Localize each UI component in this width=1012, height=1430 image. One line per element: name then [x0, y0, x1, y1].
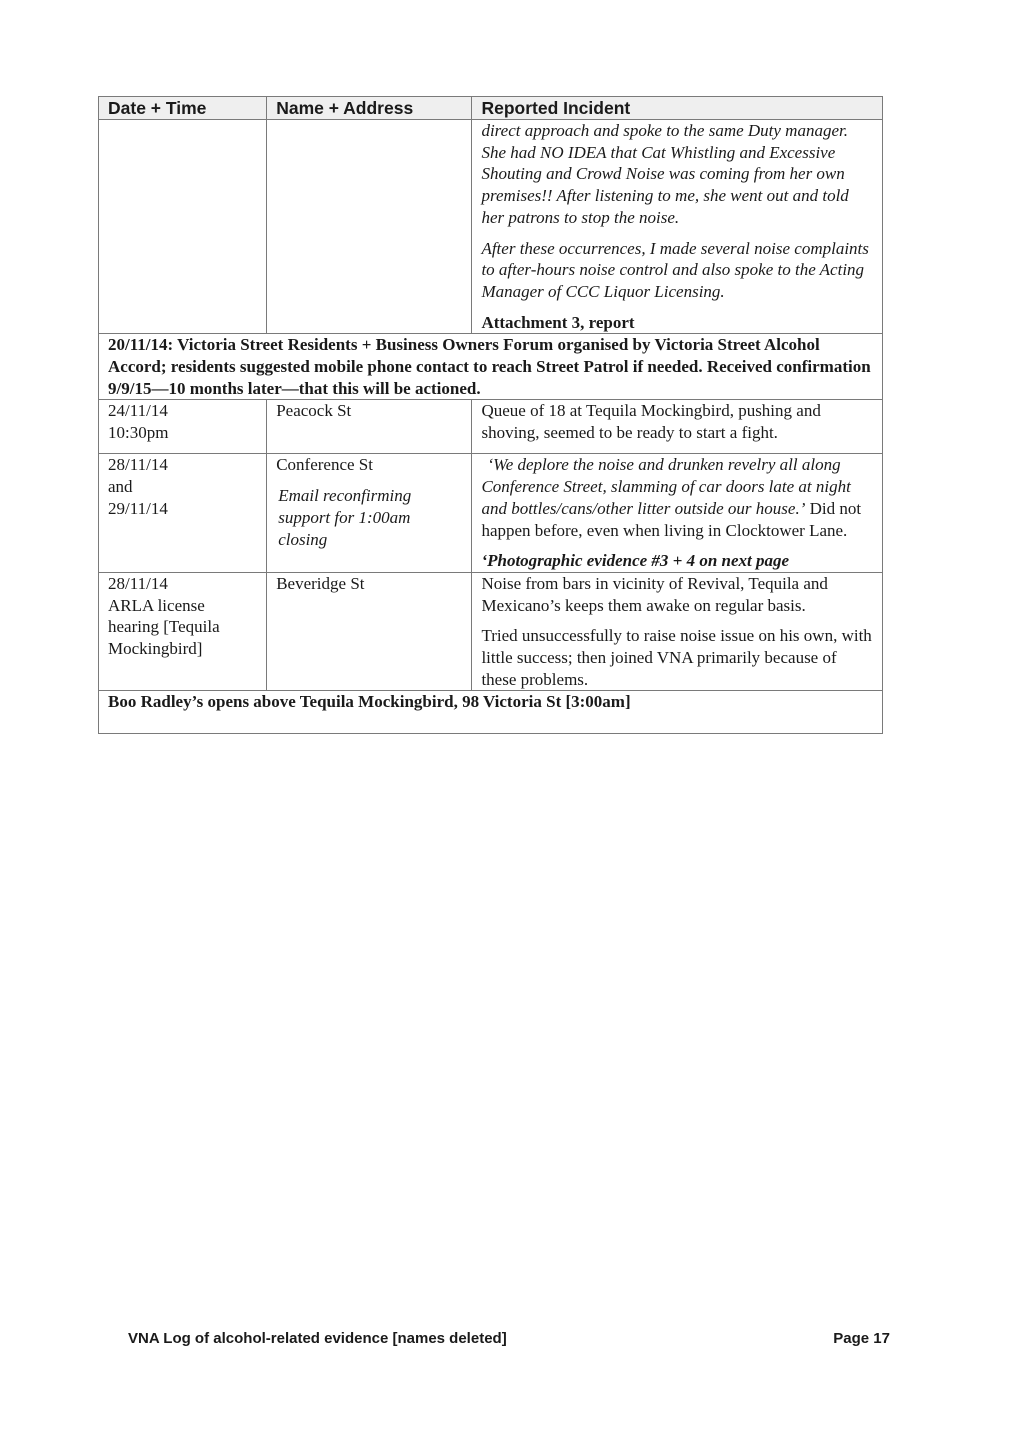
header-name-address: Name + Address [267, 97, 472, 120]
date-line: 28/11/14 [108, 573, 168, 593]
table-row-beveridge [99, 572, 883, 691]
quote-paragraph [481, 454, 874, 541]
table-row-continuation [99, 120, 883, 334]
hearing-note: ARLA license hearing [Tequila Mockingbird] [108, 595, 220, 659]
continuation-paragraph-2: After these occurrences, I made several noise complaints to after-hours noise control and also spoke to the Acting Manager of CCC Liquor Licensing. [481, 238, 869, 301]
incident-paragraph-1: Noise from bars in vicinity of Revival, Tequila and Mexicano’s keeps them awake on regular basis. [481, 573, 828, 615]
date-connector: and [108, 477, 133, 497]
time-line: 10:30pm [108, 423, 169, 443]
email-note: Email reconfirming support for 1:00am closing [278, 486, 412, 549]
table-row-conference [99, 454, 883, 573]
table-header-row [99, 97, 883, 120]
table-row-forum [99, 334, 883, 400]
header-reported-incident: Reported Incident [472, 97, 883, 120]
date-line: 28/11/14 [108, 455, 168, 475]
footer-title: VNA Log of alcohol-related evidence [names deleted] [128, 1330, 507, 1347]
page-number: Page 17 [833, 1330, 890, 1347]
cell-name-empty [267, 120, 472, 334]
continuation-paragraph-1: direct approach and spoke to the same Duty manager. She had NO IDEA that Cat Whistling and Excessive Shouting and Crowd Noise was coming from her own premises!! After listening to me, she went out and told her patrons to stop the noise. [481, 121, 849, 227]
cell-name-address [267, 454, 472, 573]
cell-name-address: Beveridge St [267, 572, 472, 691]
cell-date [99, 572, 267, 691]
cell-date-empty [99, 120, 267, 334]
photographic-evidence-note: ‘Photographic evidence #3 + 4 on next page [481, 551, 790, 571]
cell-name-address: Peacock St [267, 400, 472, 454]
date-line: 29/11/14 [108, 498, 168, 518]
table-row-peacock [99, 400, 883, 454]
header-date-time: Date + Time [99, 97, 267, 120]
cell-date [99, 454, 267, 573]
boo-radleys-note: Boo Radley’s opens above Tequila Mockingbird, 98 Victoria St [3:00am] [99, 691, 883, 734]
cell-incident [472, 572, 883, 691]
cell-incident-continuation [472, 120, 883, 334]
resident-quote: ‘We deplore the noise and drunken revelry all along Conference Street, slamming of car doors late at night and bottles/cans/other litter outside our house.’ [481, 455, 851, 518]
cell-date [99, 400, 267, 454]
table-row-boo-radleys [99, 691, 883, 734]
date-line: 24/11/14 [108, 401, 168, 421]
incident-paragraph-2: Tried unsuccessfully to raise noise issue on his own, with little success; then joined VNA primarily because of these problems. [481, 626, 872, 689]
evidence-log-table [98, 96, 883, 734]
attachment-reference: Attachment 3, report [481, 312, 635, 332]
forum-note: 20/11/14: Victoria Street Residents + Business Owners Forum organised by Victoria Street Alcohol Accord; residents suggested mobile phone contact to reach Street Patrol if needed. Received confirmation 9/9/15—10 months later—that this will be actioned. [99, 334, 883, 400]
quote-followup: Did not happen before, even when living in Clocktower Lane. [481, 498, 862, 540]
cell-incident: Queue of 18 at Tequila Mockingbird, pushing and shoving, seemed to be ready to start a fight. [472, 400, 883, 454]
address-text: Conference St [276, 455, 373, 475]
cell-incident [472, 454, 883, 573]
